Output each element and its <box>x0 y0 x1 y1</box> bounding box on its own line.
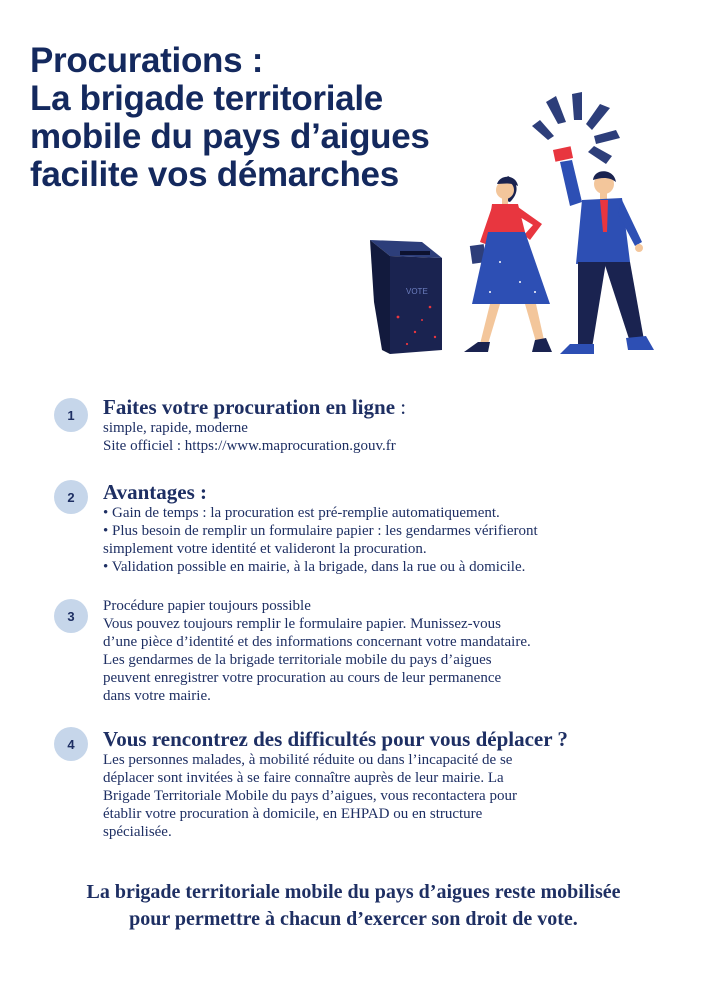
step-4 <box>54 727 674 842</box>
step-text-line: • Plus besoin de remplir un formulaire papier : les gendarmes vérifieront <box>103 523 538 539</box>
step-text-line: établir votre procuration à domicile, en EHPAD ou en structure <box>103 806 483 822</box>
step-heading <box>103 395 673 419</box>
ballot-box-icon <box>370 240 442 354</box>
step-text-line: dans votre mairie. <box>103 688 211 704</box>
footer-line: pour permettre à chacun d’exercer son droit de vote. <box>129 908 578 930</box>
step-text-line: • Gain de temps : la procuration est pré-remplie automatiquement. <box>103 505 500 521</box>
step-text-line: Site officiel : https://www.maprocuration.gouv.fr <box>103 438 396 454</box>
step-heading: Avantages : <box>103 480 208 504</box>
step-heading: Procédure papier toujours possible <box>103 598 311 614</box>
footer-statement <box>0 879 707 933</box>
title-line: La brigade territoriale <box>30 79 383 118</box>
step-text-line: Les gendarmes de la brigade territoriale mobile du pays d’aigues <box>103 652 492 668</box>
title-line: facilite vos démarches <box>30 155 399 194</box>
title-line: mobile du pays d’aigues <box>30 117 430 156</box>
step-text-line: Les personnes malades, à mobilité réduite ou dans l’incapacité de se <box>103 752 513 768</box>
step-number-badge: 2 <box>54 480 88 514</box>
step-text-line: simplement votre identité et valideront la procuration. <box>103 541 427 557</box>
man-figure-icon <box>553 146 654 354</box>
ballot-box-label: VOTE <box>406 287 428 296</box>
burst-lines-icon <box>532 92 620 164</box>
step-heading: Vous rencontrez des difficultés pour vous déplacer ? <box>103 727 568 751</box>
step-1 <box>54 395 674 458</box>
step-text-line: peuvent enregistrer votre procuration au cours de leur permanence <box>103 670 502 686</box>
step-2 <box>54 480 674 580</box>
step-heading-suffix: : <box>395 395 407 419</box>
step-text-line: Brigade Territoriale Mobile du pays d’aigues, vous recontactera pour <box>103 788 517 804</box>
step-text-line: déplacer sont invitées à se faire connaître auprès de leur mairie. La <box>103 770 504 786</box>
step-text-line: Vous pouvez toujours remplir le formulaire papier. Munissez-vous <box>103 616 501 632</box>
step-number-badge: 1 <box>54 398 88 432</box>
step-3 <box>54 597 674 707</box>
step-number-badge: 3 <box>54 599 88 633</box>
step-text-line: simple, rapide, moderne <box>103 420 248 436</box>
step-text-line: spécialisée. <box>103 824 172 840</box>
voting-illustration <box>360 92 690 360</box>
woman-figure-icon <box>464 176 552 352</box>
footer-line: La brigade territoriale mobile du pays d’aigues reste mobilisée <box>86 881 621 903</box>
step-number-badge: 4 <box>54 727 88 761</box>
step-text-line: • Validation possible en mairie, à la brigade, dans la rue ou à domicile. <box>103 559 526 575</box>
step-text-line: d’une pièce d’identité et des informations concernant votre mandataire. <box>103 634 531 650</box>
step-heading-text: Faites votre procuration en ligne <box>103 395 396 419</box>
title-line: Procurations : <box>30 41 264 80</box>
